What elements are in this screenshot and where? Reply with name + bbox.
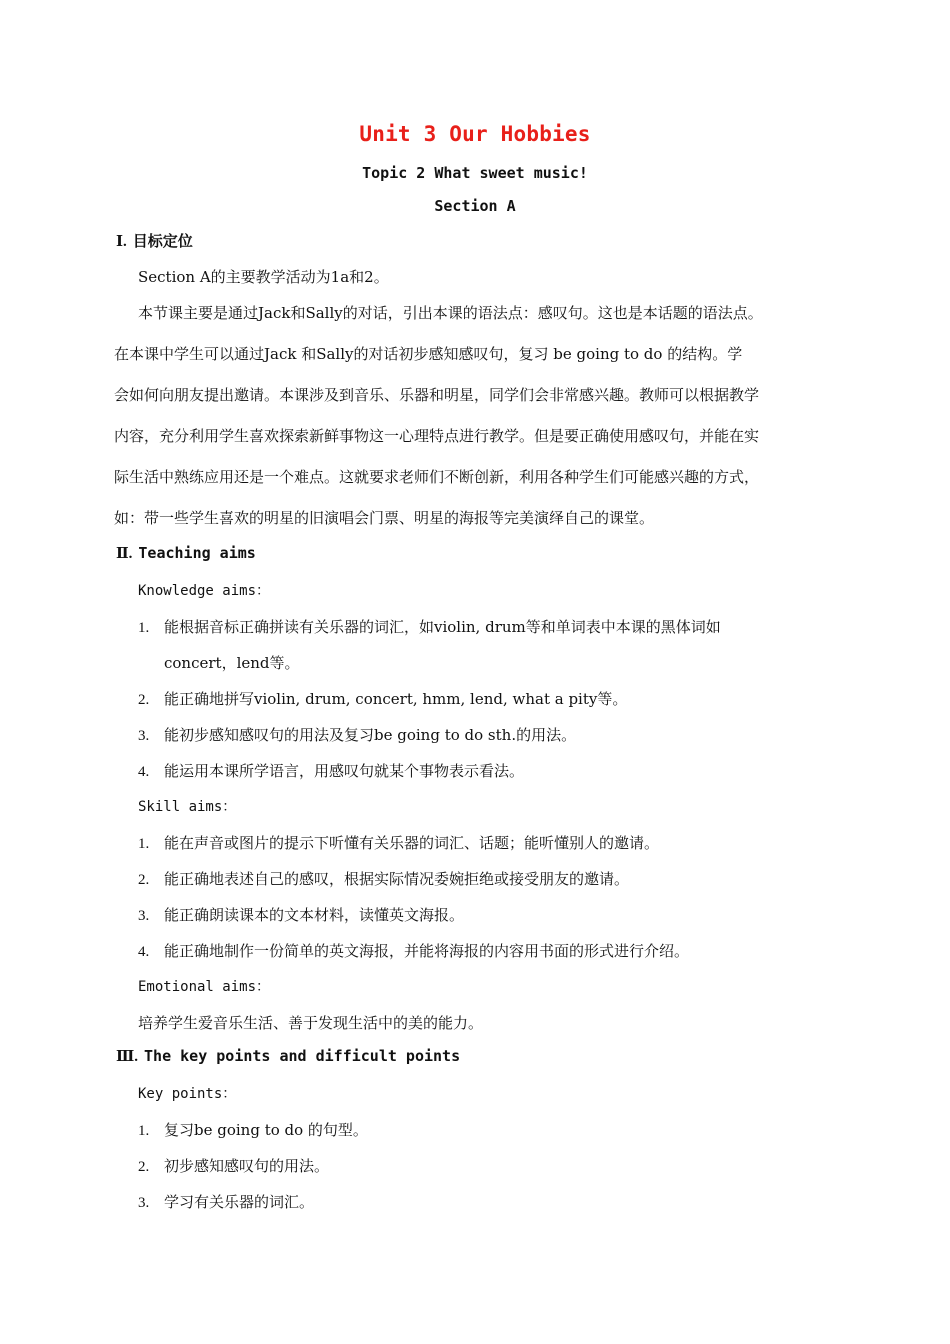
item-text: 能运用本课所学语言，用感叹句就某个事物表示看法。 (164, 762, 525, 780)
heading-label: 目标定位 (132, 232, 193, 250)
heading-teaching-aims (116, 544, 256, 563)
item-number: 3. (138, 1195, 150, 1211)
item-text: 能初步感知感叹句的用法及复习be going to do sth.的用法。 (164, 726, 577, 744)
intro-line: Section A的主要教学活动为1a和2。 (138, 268, 389, 286)
list-item (138, 760, 524, 781)
item-number: 1. (138, 836, 150, 852)
heading-label: Teaching aims (138, 544, 256, 562)
list-item (138, 1155, 329, 1176)
list-item (138, 904, 464, 925)
paragraph-line: 在本课中学生可以通过Jack 和Sally的对话初步感知感叹句，复习 be going to do 的结构。学 (114, 345, 743, 363)
list-item (138, 868, 629, 889)
heading-number: Ⅱ. (116, 546, 133, 562)
item-text: 能根据音标正确拼读有关乐器的词汇，如violin, drum等和单词表中本课的黑体词如 (164, 618, 721, 636)
item-text: 能正确地表述自己的感叹，根据实际情况委婉拒绝或接受朋友的邀请。 (164, 870, 630, 888)
item-number: 3. (138, 908, 150, 924)
list-item (138, 832, 659, 853)
document-title: Unit 3 Our Hobbies (359, 122, 591, 146)
skill-aims-label: Skill aims： (138, 799, 237, 815)
item-text: 复习be going to do 的句型。 (164, 1121, 368, 1139)
item-text: concert，lend等。 (164, 654, 300, 672)
item-number: 2. (138, 872, 150, 888)
item-number: 4. (138, 944, 150, 960)
heading-objectives (116, 230, 193, 251)
item-number: 2. (138, 692, 150, 708)
emotional-aims-label: Emotional aims： (138, 979, 271, 995)
section-heading: Section A (434, 197, 516, 215)
item-text: 能在声音或图片的提示下听懂有关乐器的词汇、话题；能听懂别人的邀请。 (164, 834, 660, 852)
item-text: 能正确朗读课本的文本材料，读懂英文海报。 (164, 906, 465, 924)
heading-number: Ⅰ. (116, 234, 127, 250)
heading-number: Ⅲ. (116, 1049, 139, 1065)
key-points-label: Key points： (138, 1086, 237, 1102)
list-item (138, 1191, 314, 1212)
paragraph-line: 内容，充分利用学生喜欢探索新鲜事物这一心理特点进行教学。但是要正确使用感叹句，并能在实 (114, 427, 760, 445)
paragraph-line: 会如何向朋友提出邀请。本课涉及到音乐、乐器和明星，同学们会非常感兴趣。教师可以根据教学 (114, 386, 760, 404)
emotional-aims-text: 培养学生爱音乐生活、善于发现生活中的美的能力。 (138, 1014, 484, 1032)
item-text: 学习有关乐器的词汇。 (164, 1193, 315, 1211)
heading-label: The key points and difficult points (144, 1047, 461, 1065)
heading-key-points (116, 1047, 460, 1066)
list-item (138, 1119, 368, 1140)
item-number: 1. (138, 620, 150, 636)
item-text: 能正确地拼写violin, drum, concert, hmm, lend, what a pity等。 (164, 690, 628, 708)
list-item (138, 616, 721, 637)
paragraph-line: 如：带一些学生喜欢的明星的旧演唱会门票、明星的海报等完美演绎自己的课堂。 (114, 509, 655, 527)
list-item (138, 652, 300, 673)
list-item (138, 688, 627, 709)
knowledge-aims-label: Knowledge aims： (138, 583, 271, 599)
paragraph-line: 际生活中熟练应用还是一个难点。这就要求老师们不断创新，利用各种学生们可能感兴趣的方式， (114, 468, 760, 486)
item-text: 能正确地制作一份简单的英文海报，并能将海报的内容用书面的形式进行介绍。 (164, 942, 690, 960)
list-item (138, 940, 689, 961)
paragraph-line: 本节课主要是通过Jack和Sally的对话，引出本课的语法点：感叹句。这也是本话题的语法点。 (138, 304, 763, 322)
item-number: 4. (138, 764, 150, 780)
item-number: 3. (138, 728, 150, 744)
item-number: 1. (138, 1123, 150, 1139)
list-item (138, 724, 576, 745)
item-text: 初步感知感叹句的用法。 (164, 1157, 330, 1175)
topic-heading: Topic 2 What sweet music! (362, 164, 588, 182)
item-number: 2. (138, 1159, 150, 1175)
